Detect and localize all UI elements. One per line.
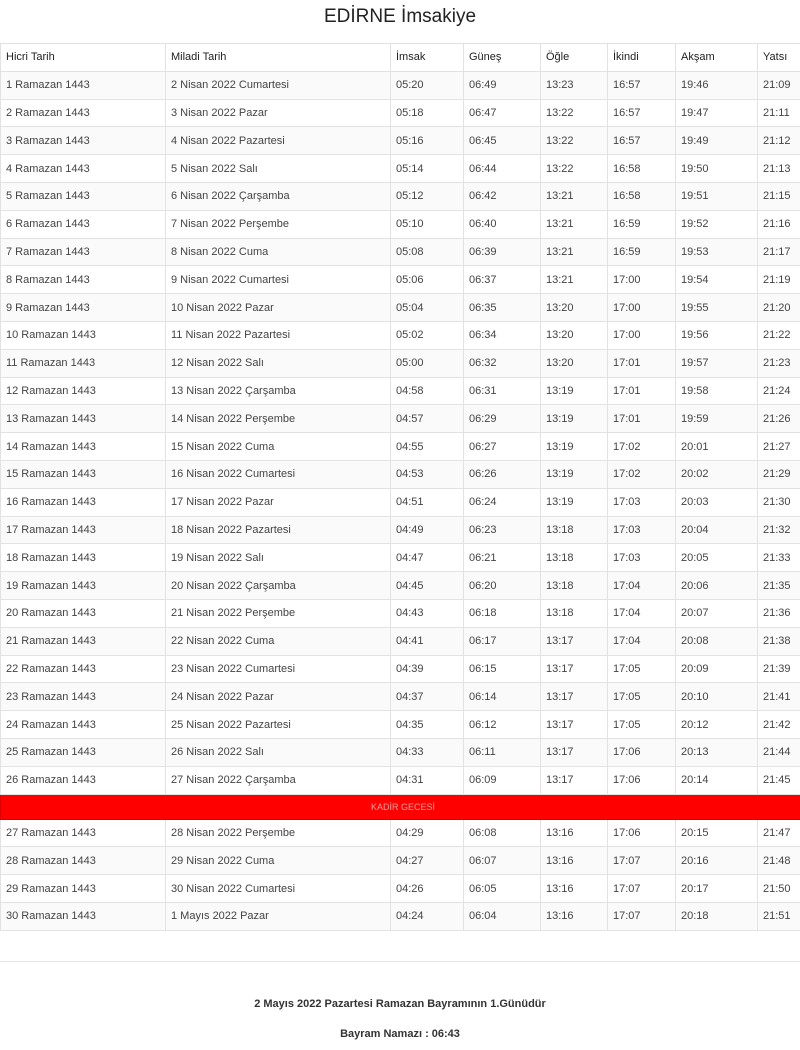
cell-ikindi: 17:00	[608, 266, 676, 294]
cell-miladi-tarih: 5 Nisan 2022 Salı	[166, 155, 391, 183]
cell-ogle: 13:21	[541, 210, 608, 238]
bayram-namazi: Bayram Namazı : 06:43	[0, 1020, 800, 1050]
cell-hicri-tarih: 17 Ramazan 1443	[1, 516, 166, 544]
cell-hicri-tarih: 1 Ramazan 1443	[1, 71, 166, 99]
cell-miladi-tarih: 22 Nisan 2022 Cuma	[166, 627, 391, 655]
cell-yatsi: 21:09	[758, 71, 800, 99]
cell-gunes: 06:24	[464, 488, 541, 516]
cell-hicri-tarih: 26 Ramazan 1443	[1, 766, 166, 794]
cell-imsak: 04:37	[391, 683, 464, 711]
cell-imsak: 04:51	[391, 488, 464, 516]
cell-hicri-tarih: 16 Ramazan 1443	[1, 488, 166, 516]
cell-aksam: 19:56	[676, 321, 758, 349]
cell-gunes: 06:12	[464, 711, 541, 739]
cell-aksam: 20:08	[676, 627, 758, 655]
cell-yatsi: 21:12	[758, 127, 800, 155]
cell-aksam: 20:17	[676, 875, 758, 903]
cell-aksam: 19:54	[676, 266, 758, 294]
cell-miladi-tarih: 8 Nisan 2022 Cuma	[166, 238, 391, 266]
cell-hicri-tarih: 15 Ramazan 1443	[1, 460, 166, 488]
cell-ogle: 13:18	[541, 544, 608, 572]
cell-ikindi: 17:00	[608, 321, 676, 349]
cell-ogle: 13:19	[541, 405, 608, 433]
cell-miladi-tarih: 27 Nisan 2022 Çarşamba	[166, 766, 391, 794]
cell-gunes: 06:45	[464, 127, 541, 155]
cell-imsak: 04:35	[391, 711, 464, 739]
cell-aksam: 20:15	[676, 819, 758, 847]
column-header-aksam: Akşam	[676, 44, 758, 72]
table-row	[1, 182, 800, 210]
cell-ogle: 13:21	[541, 266, 608, 294]
table-row	[1, 738, 800, 766]
cell-miladi-tarih: 7 Nisan 2022 Perşembe	[166, 210, 391, 238]
cell-ogle: 13:21	[541, 182, 608, 210]
cell-miladi-tarih: 17 Nisan 2022 Pazar	[166, 488, 391, 516]
cell-ikindi: 17:06	[608, 766, 676, 794]
cell-hicri-tarih: 19 Ramazan 1443	[1, 572, 166, 600]
cell-yatsi: 21:35	[758, 572, 800, 600]
table-row	[1, 238, 800, 266]
cell-yatsi: 21:50	[758, 875, 800, 903]
cell-miladi-tarih: 13 Nisan 2022 Çarşamba	[166, 377, 391, 405]
table-row	[1, 627, 800, 655]
cell-ikindi: 17:07	[608, 847, 676, 875]
cell-yatsi: 21:36	[758, 599, 800, 627]
cell-yatsi: 21:38	[758, 627, 800, 655]
cell-ikindi: 17:05	[608, 711, 676, 739]
table-row	[1, 210, 800, 238]
cell-hicri-tarih: 6 Ramazan 1443	[1, 210, 166, 238]
table-row	[1, 819, 800, 847]
cell-ikindi: 17:01	[608, 405, 676, 433]
table-row	[1, 460, 800, 488]
cell-imsak: 04:47	[391, 544, 464, 572]
cell-aksam: 19:59	[676, 405, 758, 433]
cell-yatsi: 21:33	[758, 544, 800, 572]
cell-aksam: 20:09	[676, 655, 758, 683]
cell-miladi-tarih: 2 Nisan 2022 Cumartesi	[166, 71, 391, 99]
cell-ikindi: 17:02	[608, 460, 676, 488]
imsakiye-table	[0, 43, 800, 931]
cell-ikindi: 17:01	[608, 349, 676, 377]
cell-ikindi: 16:57	[608, 71, 676, 99]
cell-miladi-tarih: 25 Nisan 2022 Pazartesi	[166, 711, 391, 739]
cell-ogle: 13:18	[541, 572, 608, 600]
cell-ikindi: 17:04	[608, 599, 676, 627]
cell-ogle: 13:17	[541, 766, 608, 794]
kadir-gecesi-label: KADİR GECESİ	[1, 794, 800, 819]
cell-imsak: 04:49	[391, 516, 464, 544]
cell-imsak: 05:20	[391, 71, 464, 99]
cell-imsak: 05:04	[391, 294, 464, 322]
cell-ogle: 13:17	[541, 655, 608, 683]
cell-miladi-tarih: 12 Nisan 2022 Salı	[166, 349, 391, 377]
cell-imsak: 04:31	[391, 766, 464, 794]
table-row	[1, 349, 800, 377]
cell-imsak: 04:43	[391, 599, 464, 627]
cell-gunes: 06:35	[464, 294, 541, 322]
cell-aksam: 20:01	[676, 433, 758, 461]
cell-hicri-tarih: 23 Ramazan 1443	[1, 683, 166, 711]
cell-ikindi: 17:05	[608, 655, 676, 683]
cell-hicri-tarih: 14 Ramazan 1443	[1, 433, 166, 461]
cell-imsak: 04:39	[391, 655, 464, 683]
cell-imsak: 05:16	[391, 127, 464, 155]
cell-aksam: 20:18	[676, 902, 758, 930]
column-header-yatsi: Yatsı	[758, 44, 800, 72]
cell-miladi-tarih: 15 Nisan 2022 Cuma	[166, 433, 391, 461]
cell-hicri-tarih: 22 Ramazan 1443	[1, 655, 166, 683]
cell-ikindi: 17:01	[608, 377, 676, 405]
table-row	[1, 766, 800, 794]
column-header-gunes: Güneş	[464, 44, 541, 72]
cell-imsak: 04:27	[391, 847, 464, 875]
cell-yatsi: 21:27	[758, 433, 800, 461]
footer	[0, 961, 800, 1050]
cell-gunes: 06:08	[464, 819, 541, 847]
cell-yatsi: 21:16	[758, 210, 800, 238]
cell-aksam: 19:55	[676, 294, 758, 322]
cell-ikindi: 17:06	[608, 819, 676, 847]
table-row	[1, 433, 800, 461]
cell-miladi-tarih: 11 Nisan 2022 Pazartesi	[166, 321, 391, 349]
cell-ogle: 13:17	[541, 711, 608, 739]
cell-yatsi: 21:23	[758, 349, 800, 377]
table-row	[1, 127, 800, 155]
cell-hicri-tarih: 18 Ramazan 1443	[1, 544, 166, 572]
table-row	[1, 488, 800, 516]
table-row	[1, 405, 800, 433]
cell-ogle: 13:23	[541, 71, 608, 99]
cell-imsak: 05:18	[391, 99, 464, 127]
cell-ikindi: 17:05	[608, 683, 676, 711]
cell-yatsi: 21:29	[758, 460, 800, 488]
cell-gunes: 06:11	[464, 738, 541, 766]
cell-gunes: 06:32	[464, 349, 541, 377]
cell-aksam: 20:13	[676, 738, 758, 766]
cell-ikindi: 17:02	[608, 433, 676, 461]
cell-yatsi: 21:30	[758, 488, 800, 516]
cell-aksam: 19:46	[676, 71, 758, 99]
cell-ogle: 13:20	[541, 349, 608, 377]
cell-aksam: 19:57	[676, 349, 758, 377]
table-row	[1, 847, 800, 875]
page-title: EDİRNE İmsakiye	[0, 6, 800, 28]
cell-ikindi: 17:04	[608, 572, 676, 600]
cell-ogle: 13:16	[541, 819, 608, 847]
cell-gunes: 06:37	[464, 266, 541, 294]
cell-gunes: 06:05	[464, 875, 541, 903]
cell-ogle: 13:18	[541, 599, 608, 627]
cell-imsak: 04:29	[391, 819, 464, 847]
cell-gunes: 06:47	[464, 99, 541, 127]
cell-yatsi: 21:44	[758, 738, 800, 766]
cell-gunes: 06:09	[464, 766, 541, 794]
cell-aksam: 19:50	[676, 155, 758, 183]
table-row	[1, 71, 800, 99]
cell-ogle: 13:22	[541, 155, 608, 183]
cell-aksam: 20:06	[676, 572, 758, 600]
column-header-hicri-tarih: Hicri Tarih	[1, 44, 166, 72]
cell-yatsi: 21:17	[758, 238, 800, 266]
cell-hicri-tarih: 21 Ramazan 1443	[1, 627, 166, 655]
cell-gunes: 06:42	[464, 182, 541, 210]
cell-imsak: 04:58	[391, 377, 464, 405]
cell-imsak: 04:26	[391, 875, 464, 903]
cell-ikindi: 17:03	[608, 488, 676, 516]
cell-hicri-tarih: 2 Ramazan 1443	[1, 99, 166, 127]
cell-imsak: 05:02	[391, 321, 464, 349]
cell-ogle: 13:18	[541, 516, 608, 544]
cell-ogle: 13:17	[541, 738, 608, 766]
cell-aksam: 20:03	[676, 488, 758, 516]
cell-yatsi: 21:47	[758, 819, 800, 847]
cell-gunes: 06:04	[464, 902, 541, 930]
cell-ikindi: 16:57	[608, 127, 676, 155]
cell-hicri-tarih: 30 Ramazan 1443	[1, 902, 166, 930]
cell-hicri-tarih: 25 Ramazan 1443	[1, 738, 166, 766]
kadir-gecesi-row	[1, 794, 800, 819]
cell-ikindi: 17:04	[608, 627, 676, 655]
cell-gunes: 06:23	[464, 516, 541, 544]
cell-gunes: 06:44	[464, 155, 541, 183]
cell-imsak: 04:53	[391, 460, 464, 488]
cell-yatsi: 21:48	[758, 847, 800, 875]
cell-ikindi: 17:00	[608, 294, 676, 322]
cell-imsak: 05:06	[391, 266, 464, 294]
cell-aksam: 19:51	[676, 182, 758, 210]
cell-yatsi: 21:32	[758, 516, 800, 544]
cell-gunes: 06:14	[464, 683, 541, 711]
cell-aksam: 20:12	[676, 711, 758, 739]
cell-hicri-tarih: 24 Ramazan 1443	[1, 711, 166, 739]
cell-gunes: 06:17	[464, 627, 541, 655]
cell-aksam: 19:52	[676, 210, 758, 238]
cell-imsak: 05:00	[391, 349, 464, 377]
table-row	[1, 875, 800, 903]
cell-miladi-tarih: 9 Nisan 2022 Cumartesi	[166, 266, 391, 294]
column-header-imsak: İmsak	[391, 44, 464, 72]
cell-gunes: 06:21	[464, 544, 541, 572]
cell-yatsi: 21:41	[758, 683, 800, 711]
cell-yatsi: 21:45	[758, 766, 800, 794]
cell-ogle: 13:17	[541, 627, 608, 655]
cell-gunes: 06:40	[464, 210, 541, 238]
cell-miladi-tarih: 30 Nisan 2022 Cumartesi	[166, 875, 391, 903]
cell-aksam: 19:47	[676, 99, 758, 127]
cell-aksam: 19:49	[676, 127, 758, 155]
cell-miladi-tarih: 16 Nisan 2022 Cumartesi	[166, 460, 391, 488]
cell-miladi-tarih: 1 Mayıs 2022 Pazar	[166, 902, 391, 930]
table-row	[1, 655, 800, 683]
cell-miladi-tarih: 14 Nisan 2022 Perşembe	[166, 405, 391, 433]
cell-hicri-tarih: 28 Ramazan 1443	[1, 847, 166, 875]
cell-ogle: 13:20	[541, 321, 608, 349]
cell-ikindi: 16:58	[608, 182, 676, 210]
cell-ikindi: 17:06	[608, 738, 676, 766]
cell-hicri-tarih: 27 Ramazan 1443	[1, 819, 166, 847]
cell-imsak: 05:10	[391, 210, 464, 238]
cell-gunes: 06:15	[464, 655, 541, 683]
cell-ogle: 13:19	[541, 377, 608, 405]
cell-hicri-tarih: 7 Ramazan 1443	[1, 238, 166, 266]
cell-miladi-tarih: 3 Nisan 2022 Pazar	[166, 99, 391, 127]
cell-gunes: 06:49	[464, 71, 541, 99]
cell-ikindi: 17:03	[608, 544, 676, 572]
cell-imsak: 04:33	[391, 738, 464, 766]
cell-ikindi: 17:07	[608, 875, 676, 903]
cell-ogle: 13:16	[541, 902, 608, 930]
table-header-row	[1, 44, 800, 72]
cell-aksam: 20:04	[676, 516, 758, 544]
cell-imsak: 04:57	[391, 405, 464, 433]
column-header-ikindi: İkindi	[608, 44, 676, 72]
cell-miladi-tarih: 29 Nisan 2022 Cuma	[166, 847, 391, 875]
cell-hicri-tarih: 29 Ramazan 1443	[1, 875, 166, 903]
cell-ogle: 13:17	[541, 683, 608, 711]
column-header-miladi-tarih: Miladi Tarih	[166, 44, 391, 72]
cell-gunes: 06:34	[464, 321, 541, 349]
cell-ogle: 13:20	[541, 294, 608, 322]
cell-yatsi: 21:19	[758, 266, 800, 294]
table-row	[1, 516, 800, 544]
cell-imsak: 05:08	[391, 238, 464, 266]
cell-yatsi: 21:20	[758, 294, 800, 322]
bayram-note: 2 Mayıs 2022 Pazartesi Ramazan Bayramının 1.Günüdür	[0, 990, 800, 1020]
cell-miladi-tarih: 23 Nisan 2022 Cumartesi	[166, 655, 391, 683]
cell-ogle: 13:19	[541, 488, 608, 516]
cell-aksam: 20:10	[676, 683, 758, 711]
cell-imsak: 05:14	[391, 155, 464, 183]
cell-ogle: 13:19	[541, 460, 608, 488]
cell-ikindi: 16:58	[608, 155, 676, 183]
cell-ogle: 13:21	[541, 238, 608, 266]
cell-ikindi: 17:03	[608, 516, 676, 544]
cell-aksam: 20:02	[676, 460, 758, 488]
table-row	[1, 902, 800, 930]
cell-imsak: 04:45	[391, 572, 464, 600]
table-row	[1, 683, 800, 711]
table-row	[1, 377, 800, 405]
cell-ikindi: 17:07	[608, 902, 676, 930]
cell-hicri-tarih: 4 Ramazan 1443	[1, 155, 166, 183]
cell-ikindi: 16:57	[608, 99, 676, 127]
cell-aksam: 20:14	[676, 766, 758, 794]
cell-aksam: 20:07	[676, 599, 758, 627]
cell-aksam: 20:05	[676, 544, 758, 572]
cell-ogle: 13:22	[541, 99, 608, 127]
cell-hicri-tarih: 9 Ramazan 1443	[1, 294, 166, 322]
cell-yatsi: 21:15	[758, 182, 800, 210]
cell-miladi-tarih: 26 Nisan 2022 Salı	[166, 738, 391, 766]
cell-hicri-tarih: 10 Ramazan 1443	[1, 321, 166, 349]
cell-gunes: 06:18	[464, 599, 541, 627]
cell-miladi-tarih: 24 Nisan 2022 Pazar	[166, 683, 391, 711]
cell-yatsi: 21:39	[758, 655, 800, 683]
cell-gunes: 06:31	[464, 377, 541, 405]
table-row	[1, 572, 800, 600]
cell-hicri-tarih: 3 Ramazan 1443	[1, 127, 166, 155]
cell-gunes: 06:26	[464, 460, 541, 488]
cell-ogle: 13:16	[541, 847, 608, 875]
cell-miladi-tarih: 21 Nisan 2022 Perşembe	[166, 599, 391, 627]
cell-miladi-tarih: 18 Nisan 2022 Pazartesi	[166, 516, 391, 544]
cell-aksam: 19:53	[676, 238, 758, 266]
cell-yatsi: 21:26	[758, 405, 800, 433]
cell-yatsi: 21:11	[758, 99, 800, 127]
cell-yatsi: 21:22	[758, 321, 800, 349]
cell-miladi-tarih: 20 Nisan 2022 Çarşamba	[166, 572, 391, 600]
cell-yatsi: 21:24	[758, 377, 800, 405]
table-row	[1, 99, 800, 127]
cell-gunes: 06:20	[464, 572, 541, 600]
cell-hicri-tarih: 20 Ramazan 1443	[1, 599, 166, 627]
cell-gunes: 06:07	[464, 847, 541, 875]
cell-imsak: 05:12	[391, 182, 464, 210]
cell-imsak: 04:24	[391, 902, 464, 930]
cell-hicri-tarih: 11 Ramazan 1443	[1, 349, 166, 377]
cell-miladi-tarih: 19 Nisan 2022 Salı	[166, 544, 391, 572]
column-header-ogle: Öğle	[541, 44, 608, 72]
cell-gunes: 06:27	[464, 433, 541, 461]
table-row	[1, 321, 800, 349]
cell-ogle: 13:19	[541, 433, 608, 461]
cell-aksam: 19:58	[676, 377, 758, 405]
table-row	[1, 599, 800, 627]
cell-hicri-tarih: 8 Ramazan 1443	[1, 266, 166, 294]
cell-ogle: 13:16	[541, 875, 608, 903]
cell-ikindi: 16:59	[608, 238, 676, 266]
table-row	[1, 266, 800, 294]
table-row	[1, 155, 800, 183]
cell-miladi-tarih: 4 Nisan 2022 Pazartesi	[166, 127, 391, 155]
cell-miladi-tarih: 6 Nisan 2022 Çarşamba	[166, 182, 391, 210]
cell-hicri-tarih: 13 Ramazan 1443	[1, 405, 166, 433]
cell-imsak: 04:55	[391, 433, 464, 461]
cell-gunes: 06:39	[464, 238, 541, 266]
cell-ogle: 13:22	[541, 127, 608, 155]
cell-aksam: 20:16	[676, 847, 758, 875]
cell-miladi-tarih: 10 Nisan 2022 Pazar	[166, 294, 391, 322]
cell-yatsi: 21:51	[758, 902, 800, 930]
cell-imsak: 04:41	[391, 627, 464, 655]
cell-miladi-tarih: 28 Nisan 2022 Perşembe	[166, 819, 391, 847]
cell-yatsi: 21:13	[758, 155, 800, 183]
table-row	[1, 544, 800, 572]
cell-ikindi: 16:59	[608, 210, 676, 238]
cell-hicri-tarih: 5 Ramazan 1443	[1, 182, 166, 210]
cell-gunes: 06:29	[464, 405, 541, 433]
table-body	[1, 71, 800, 930]
table-row	[1, 711, 800, 739]
cell-yatsi: 21:42	[758, 711, 800, 739]
cell-hicri-tarih: 12 Ramazan 1443	[1, 377, 166, 405]
table-row	[1, 294, 800, 322]
